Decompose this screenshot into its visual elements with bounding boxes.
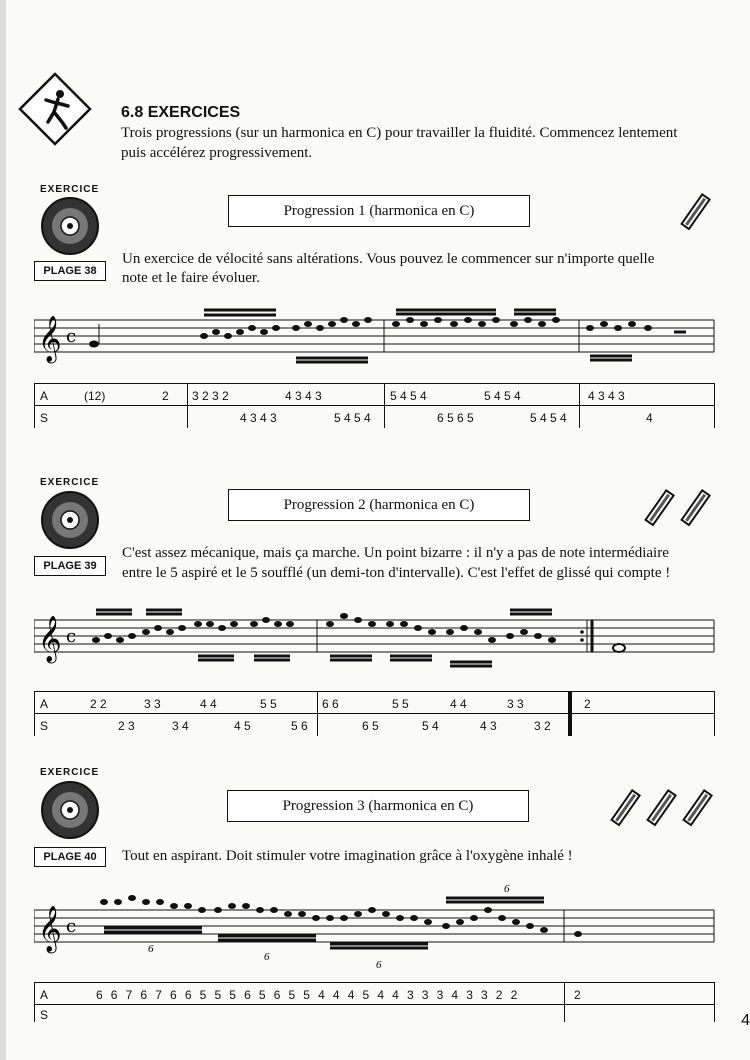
plage-badge: PLAGE 39 <box>34 556 106 576</box>
draw-row-label: S <box>40 719 49 733</box>
tab-draw-cell: 4 3 4 3 <box>240 411 277 425</box>
tab-draw-cell: 2 3 <box>118 719 135 733</box>
tab-blow-cell: 3 3 <box>144 697 161 711</box>
triplet-marker: 6 <box>504 883 510 895</box>
harmonica-icon-triple <box>606 788 722 828</box>
svg-text:c: c <box>66 916 77 937</box>
plage-badge: PLAGE 40 <box>34 847 106 867</box>
harmonica-icon-double <box>640 488 720 528</box>
draw-row-label: S <box>40 1008 49 1022</box>
tab-blow-cell: 2 <box>584 697 591 711</box>
tab-draw-cell: 6 5 6 5 <box>437 411 474 425</box>
tab-repeat-bar <box>568 691 572 736</box>
tab-blow-cell: (12) <box>84 389 106 403</box>
exercise-label: EXERCICE <box>40 477 100 488</box>
tab-bar <box>564 982 565 1022</box>
tab-blow-cell: 6 6 7 6 7 6 6 5 5 5 6 5 6 5 5 4 4 4 5 4 4 3 3 3 4 3 3 2 2 <box>96 988 520 1002</box>
tab-blow-cell: 4 4 <box>450 697 467 711</box>
tab-bar <box>714 982 715 1022</box>
progression-title-box: Progression 3 (harmonica en C) <box>227 790 529 822</box>
svg-text:c: c <box>66 326 77 347</box>
progression-text-line-2: entre le 5 aspiré et le 5 soufflé (un demi-ton d'intervalle). C'est l'effet de glissé qui compte ! <box>122 565 671 581</box>
tab-line <box>34 691 714 692</box>
svg-text:𝄞: 𝄞 <box>38 906 62 952</box>
svg-text:𝄞: 𝄞 <box>38 616 62 662</box>
tab-blow-cell: 5 5 <box>392 697 409 711</box>
tab-draw-cell: 6 5 <box>362 719 379 733</box>
progression-title-box: Progression 2 (harmonica en C) <box>228 489 530 521</box>
tab-draw-cell: 3 4 <box>172 719 189 733</box>
tab-blow-cell: 4 3 4 3 <box>285 389 322 403</box>
intro-line-1: Trois progressions (sur un harmonica en C) pour travailler la fluidité. Commencez lentement <box>121 125 678 141</box>
tab-draw-cell: 4 5 <box>234 719 251 733</box>
section-title: 6.8 EXERCICES <box>121 104 241 121</box>
tab-line <box>34 713 714 714</box>
draw-row-label: S <box>40 411 49 425</box>
tab-bar <box>34 383 35 428</box>
progression-text-line-1: C'est assez mécanique, mais ça marche. Un point bizarre : il n'y a pas de note intermédiaire <box>122 545 669 561</box>
tab-bar <box>317 691 318 736</box>
tab-bar <box>34 691 35 736</box>
tab-bar <box>384 383 385 428</box>
tab-blow-cell: 3 2 3 2 <box>192 389 229 403</box>
plage-badge: PLAGE 38 <box>34 261 106 281</box>
tab-blow-cell: 4 3 4 3 <box>588 389 625 403</box>
svg-text:c: c <box>66 626 77 647</box>
progression-title-box: Progression 1 (harmonica en C) <box>228 195 530 227</box>
music-staff <box>34 596 716 676</box>
harmonica-icon <box>676 192 716 232</box>
blow-row-label: A <box>40 988 49 1002</box>
exercise-figure-icon <box>18 72 92 146</box>
intro-line-2: puis accélérez progressivement. <box>121 145 313 161</box>
tab-draw-cell: 5 4 5 4 <box>530 411 567 425</box>
progression-text-line-1: Un exercice de vélocité sans altérations. Vous pouvez le commencer sur n'importe quelle <box>122 251 655 267</box>
svg-text:𝄞: 𝄞 <box>38 316 62 362</box>
tab-blow-cell: 2 <box>574 988 581 1002</box>
tab-line <box>34 982 714 983</box>
tab-blow-cell: 4 4 <box>200 697 217 711</box>
tab-blow-cell: 5 4 5 4 <box>484 389 521 403</box>
music-staff <box>34 300 716 370</box>
tab-draw-cell: 3 2 <box>534 719 551 733</box>
tab-blow-cell: 2 2 <box>90 697 107 711</box>
tab-blow-cell: 5 5 <box>260 697 277 711</box>
tab-blow-cell: 5 4 5 4 <box>390 389 427 403</box>
page-edge-shadow <box>0 0 6 1060</box>
tab-line <box>34 383 714 384</box>
triplet-marker: 6 <box>376 959 382 970</box>
tab-draw-cell: 5 4 5 4 <box>334 411 371 425</box>
progression-text-line-2: note et le faire évoluer. <box>122 270 260 286</box>
progression-text-line-1: Tout en aspirant. Doit stimuler votre imagination grâce à l'oxygène inhalé ! <box>122 848 573 864</box>
triplet-marker: 6 <box>148 943 154 955</box>
cd-icon <box>40 780 100 840</box>
tab-blow-cell: 6 6 <box>322 697 339 711</box>
blow-row-label: A <box>40 389 49 403</box>
tab-draw-cell: 4 <box>646 411 653 425</box>
music-staff <box>34 880 716 970</box>
tab-blow-cell: 3 3 <box>507 697 524 711</box>
page-number: 4 <box>741 1012 750 1029</box>
tab-blow-cell: 2 <box>162 389 169 403</box>
tab-draw-cell: 5 4 <box>422 719 439 733</box>
tab-bar <box>714 691 715 736</box>
tab-line <box>34 405 714 406</box>
tab-bar <box>34 982 35 1022</box>
cd-icon <box>40 490 100 550</box>
tab-line <box>34 1004 714 1005</box>
tab-bar <box>714 383 715 428</box>
exercise-label: EXERCICE <box>40 767 100 778</box>
exercise-label: EXERCICE <box>40 184 100 195</box>
tab-draw-cell: 4 3 <box>480 719 497 733</box>
tab-draw-cell: 5 6 <box>291 719 308 733</box>
cd-icon <box>40 196 100 256</box>
tab-bar <box>579 383 580 428</box>
triplet-marker: 6 <box>264 951 270 963</box>
tab-bar <box>187 383 188 428</box>
blow-row-label: A <box>40 697 49 711</box>
